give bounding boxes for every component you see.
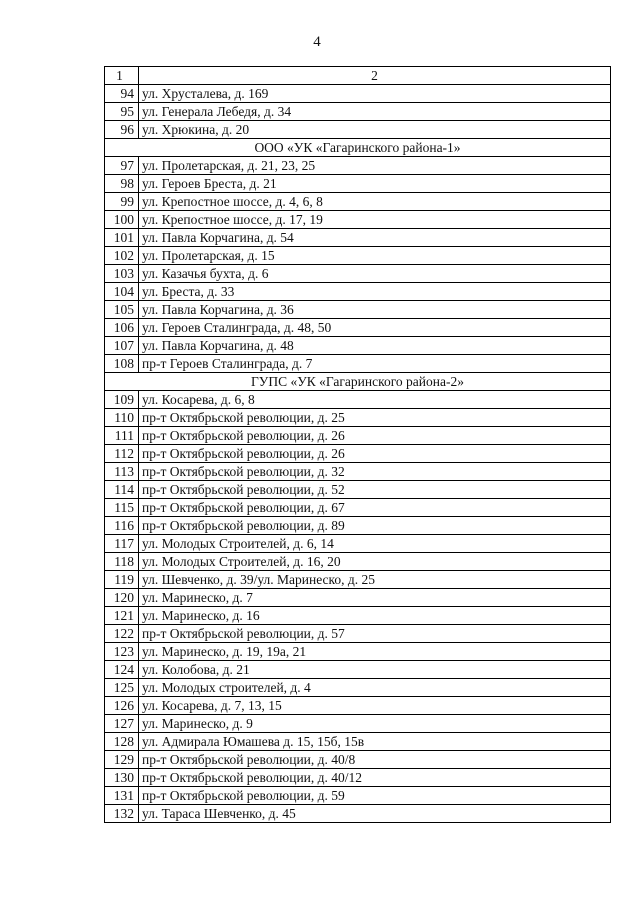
table-row: [105, 787, 611, 805]
table-row: [105, 589, 611, 607]
table-row: [105, 769, 611, 787]
row-address: ул. Генерала Лебедя, д. 34: [139, 103, 611, 121]
address-table: [104, 66, 611, 823]
table-row: [105, 265, 611, 283]
row-number: 122: [105, 625, 139, 643]
row-address: ул. Героев Бреста, д. 21: [139, 175, 611, 193]
row-address: ул. Косарева, д. 7, 13, 15: [139, 697, 611, 715]
row-number: 104: [105, 283, 139, 301]
table-header-row: [105, 67, 611, 85]
row-address: пр-т Октябрьской революции, д. 57: [139, 625, 611, 643]
row-number: 114: [105, 481, 139, 499]
row-address: ул. Косарева, д. 6, 8: [139, 391, 611, 409]
row-number: 102: [105, 247, 139, 265]
table-row: [105, 121, 611, 139]
row-address: пр-т Октябрьской революции, д. 59: [139, 787, 611, 805]
row-number: 123: [105, 643, 139, 661]
row-address: ул. Молодых строителей, д. 4: [139, 679, 611, 697]
table-row: [105, 661, 611, 679]
row-number: 118: [105, 553, 139, 571]
table-row: [105, 103, 611, 121]
table-row: [105, 247, 611, 265]
row-number: 100: [105, 211, 139, 229]
row-address: ул. Бреста, д. 33: [139, 283, 611, 301]
row-number: 97: [105, 157, 139, 175]
table-row: [105, 517, 611, 535]
header-col-number: 1: [105, 67, 139, 85]
table-row: [105, 229, 611, 247]
table-row: [105, 319, 611, 337]
row-number: 95: [105, 103, 139, 121]
table-row: [105, 535, 611, 553]
row-number: 116: [105, 517, 139, 535]
table-row: [105, 427, 611, 445]
row-number: 105: [105, 301, 139, 319]
table-row: [105, 157, 611, 175]
table-row: [105, 211, 611, 229]
row-address: ул. Шевченко, д. 39/ул. Маринеско, д. 25: [139, 571, 611, 589]
table-row: [105, 355, 611, 373]
row-number: 106: [105, 319, 139, 337]
row-number: 130: [105, 769, 139, 787]
row-address: ул. Пролетарская, д. 21, 23, 25: [139, 157, 611, 175]
section-header-row: [105, 373, 611, 391]
table-row: [105, 391, 611, 409]
table-row: [105, 733, 611, 751]
row-address: ул. Маринеско, д. 16: [139, 607, 611, 625]
row-address: ул. Казачья бухта, д. 6: [139, 265, 611, 283]
row-address: ул. Павла Корчагина, д. 54: [139, 229, 611, 247]
row-number: 109: [105, 391, 139, 409]
table-row: [105, 607, 611, 625]
row-number: 115: [105, 499, 139, 517]
row-number: 128: [105, 733, 139, 751]
section-title: ООО «УК «Гагаринского района-1»: [105, 139, 611, 157]
row-number: 132: [105, 805, 139, 823]
row-address: ул. Молодых Строителей, д. 6, 14: [139, 535, 611, 553]
table-row: [105, 85, 611, 103]
row-number: 96: [105, 121, 139, 139]
row-address: пр-т Октябрьской революции, д. 26: [139, 445, 611, 463]
row-address: пр-т Октябрьской революции, д. 40/12: [139, 769, 611, 787]
row-address: пр-т Октябрьской революции, д. 40/8: [139, 751, 611, 769]
row-address: пр-т Героев Сталинграда, д. 7: [139, 355, 611, 373]
table-row: [105, 445, 611, 463]
row-address: ул. Хрюкина, д. 20: [139, 121, 611, 139]
table-row: [105, 625, 611, 643]
table-row: [105, 337, 611, 355]
table-row: [105, 679, 611, 697]
row-number: 131: [105, 787, 139, 805]
table-row: [105, 175, 611, 193]
table-row: [105, 193, 611, 211]
table-row: [105, 553, 611, 571]
row-number: 113: [105, 463, 139, 481]
header-col-address: 2: [139, 67, 611, 85]
table-row: [105, 805, 611, 823]
row-address: пр-т Октябрьской революции, д. 52: [139, 481, 611, 499]
row-address: ул. Маринеско, д. 9: [139, 715, 611, 733]
row-address: ул. Тараса Шевченко, д. 45: [139, 805, 611, 823]
row-address: ул. Хрусталева, д. 169: [139, 85, 611, 103]
row-number: 126: [105, 697, 139, 715]
row-address: ул. Молодых Строителей, д. 16, 20: [139, 553, 611, 571]
row-number: 119: [105, 571, 139, 589]
row-address: ул. Героев Сталинграда, д. 48, 50: [139, 319, 611, 337]
row-address: ул. Колобова, д. 21: [139, 661, 611, 679]
table-row: [105, 301, 611, 319]
page-number: 4: [313, 34, 321, 50]
table-row: [105, 643, 611, 661]
row-address: ул. Пролетарская, д. 15: [139, 247, 611, 265]
row-number: 111: [105, 427, 139, 445]
row-number: 120: [105, 589, 139, 607]
section-title: ГУПС «УК «Гагаринского района-2»: [105, 373, 611, 391]
row-number: 112: [105, 445, 139, 463]
row-number: 121: [105, 607, 139, 625]
row-address: ул. Маринеско, д. 19, 19а, 21: [139, 643, 611, 661]
row-number: 99: [105, 193, 139, 211]
row-number: 110: [105, 409, 139, 427]
table-row: [105, 283, 611, 301]
row-address: ул. Крепостное шоссе, д. 17, 19: [139, 211, 611, 229]
row-address: пр-т Октябрьской революции, д. 32: [139, 463, 611, 481]
table-row: [105, 697, 611, 715]
section-header-row: [105, 139, 611, 157]
row-number: 124: [105, 661, 139, 679]
row-address: пр-т Октябрьской революции, д. 26: [139, 427, 611, 445]
row-address: ул. Крепостное шоссе, д. 4, 6, 8: [139, 193, 611, 211]
row-address: пр-т Октябрьской революции, д. 25: [139, 409, 611, 427]
row-address: ул. Павла Корчагина, д. 36: [139, 301, 611, 319]
table-row: [105, 571, 611, 589]
row-number: 94: [105, 85, 139, 103]
row-number: 117: [105, 535, 139, 553]
table-row: [105, 499, 611, 517]
table-row: [105, 481, 611, 499]
row-address: ул. Павла Корчагина, д. 48: [139, 337, 611, 355]
table-row: [105, 715, 611, 733]
row-address: пр-т Октябрьской революции, д. 89: [139, 517, 611, 535]
row-number: 129: [105, 751, 139, 769]
row-number: 108: [105, 355, 139, 373]
table-row: [105, 409, 611, 427]
row-address: пр-т Октябрьской революции, д. 67: [139, 499, 611, 517]
row-number: 127: [105, 715, 139, 733]
table-row: [105, 751, 611, 769]
row-number: 101: [105, 229, 139, 247]
row-address: ул. Маринеско, д. 7: [139, 589, 611, 607]
row-number: 125: [105, 679, 139, 697]
row-number: 98: [105, 175, 139, 193]
row-number: 107: [105, 337, 139, 355]
table-row: [105, 463, 611, 481]
row-number: 103: [105, 265, 139, 283]
row-address: ул. Адмирала Юмашева д. 15, 15б, 15в: [139, 733, 611, 751]
